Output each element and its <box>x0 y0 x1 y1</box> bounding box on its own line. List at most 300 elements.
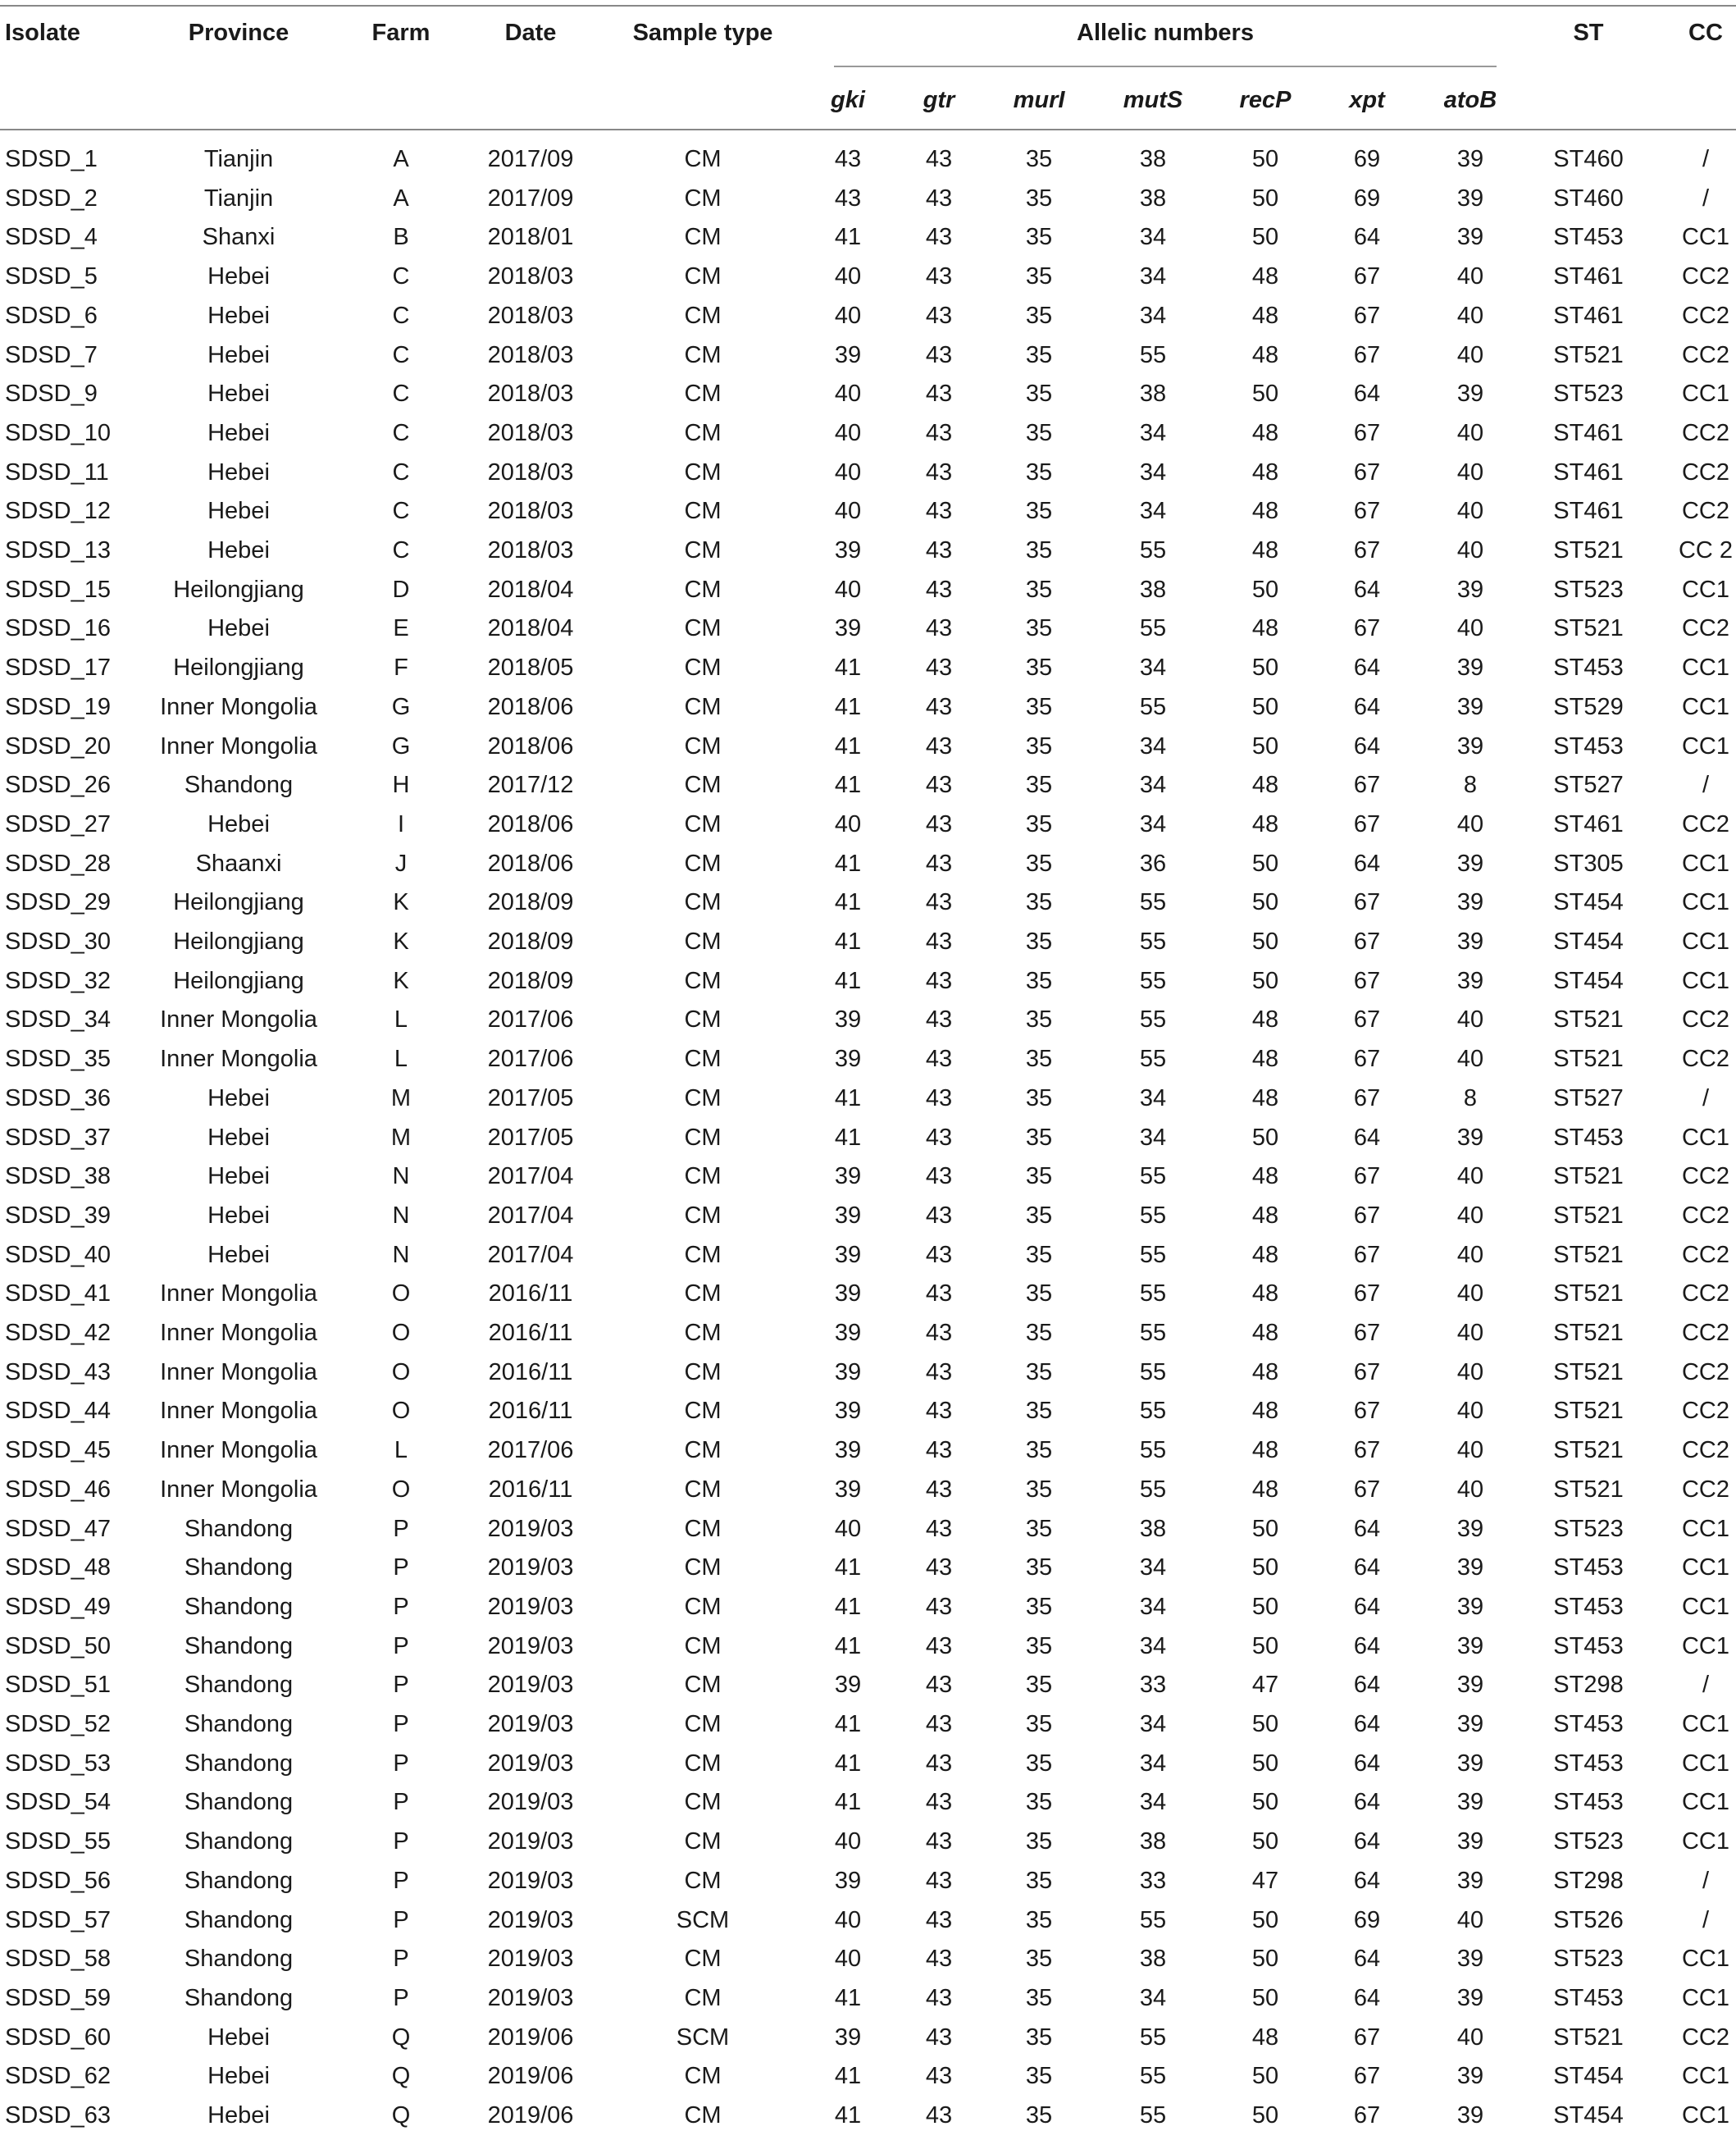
cell-gki: 40 <box>834 576 862 603</box>
cell-sample-type: CM <box>684 1280 722 1307</box>
cell-isolate: SDSD_45 <box>5 1437 111 1464</box>
cell-cc: CC1 <box>1681 693 1730 720</box>
cell-gtr: 43 <box>925 889 953 916</box>
cell-gtr: 43 <box>925 302 953 329</box>
cell-cc: CC2 <box>1681 1241 1730 1268</box>
cell-muts: 34 <box>1139 1632 1167 1659</box>
table-row <box>0 340 1736 380</box>
cell-atob: 40 <box>1456 1476 1484 1503</box>
table-row <box>0 1905 1736 1945</box>
cell-gki: 39 <box>834 1320 862 1346</box>
cell-farm: F <box>394 655 408 682</box>
cell-st: ST461 <box>1553 459 1624 486</box>
cell-gtr: 43 <box>925 1046 953 1073</box>
cell-gki: 41 <box>834 224 862 251</box>
cell-atob: 8 <box>1463 1084 1478 1111</box>
cell-xpt: 64 <box>1353 655 1381 682</box>
cell-atob: 39 <box>1456 2102 1484 2129</box>
table-row <box>0 1787 1736 1827</box>
cell-muri: 35 <box>1025 146 1053 172</box>
cell-gtr: 43 <box>925 1789 953 1816</box>
cell-date: 2019/03 <box>487 1984 574 2011</box>
cell-date: 2018/01 <box>487 224 574 251</box>
cell-muts: 34 <box>1139 1084 1167 1111</box>
table-row <box>0 2023 1736 2062</box>
cell-isolate: SDSD_59 <box>5 1984 111 2011</box>
cell-st: ST521 <box>1553 1320 1624 1346</box>
cell-gki: 39 <box>834 1398 862 1425</box>
cell-farm: O <box>391 1320 411 1346</box>
cell-xpt: 64 <box>1353 1750 1381 1777</box>
cell-isolate: SDSD_37 <box>5 1124 111 1151</box>
cell-muri: 35 <box>1025 1984 1053 2011</box>
cell-muts: 55 <box>1139 1006 1167 1033</box>
cell-farm: P <box>393 1946 409 1973</box>
cell-st: ST523 <box>1553 1828 1624 1855</box>
cell-isolate: SDSD_40 <box>5 1241 111 1268</box>
cell-muri: 35 <box>1025 2063 1053 2090</box>
cell-muts: 55 <box>1139 2024 1167 2051</box>
cell-farm: O <box>391 1358 411 1385</box>
cell-recp: 47 <box>1251 1672 1279 1699</box>
cell-muts: 55 <box>1139 693 1167 720</box>
cell-cc: CC1 <box>1681 1515 1730 1542</box>
cell-recp: 50 <box>1251 889 1279 916</box>
cell-isolate: SDSD_13 <box>5 537 111 564</box>
cell-recp: 48 <box>1251 1358 1279 1385</box>
cell-muts: 55 <box>1139 615 1167 642</box>
cell-muts: 34 <box>1139 772 1167 799</box>
cell-farm: A <box>393 185 409 212</box>
cell-province: Tianjin <box>203 146 274 172</box>
cell-muri: 35 <box>1025 1906 1053 1933</box>
cell-atob: 40 <box>1456 263 1484 290</box>
cell-atob: 40 <box>1456 1358 1484 1385</box>
cell-date: 2019/03 <box>487 1946 574 1973</box>
cell-isolate: SDSD_30 <box>5 929 111 955</box>
cell-atob: 39 <box>1456 1124 1484 1151</box>
cell-farm: M <box>390 1124 412 1151</box>
cell-st: ST454 <box>1553 967 1624 994</box>
cell-muts: 34 <box>1139 224 1167 251</box>
cell-cc: CC2 <box>1681 498 1730 525</box>
cell-muts: 55 <box>1139 1320 1167 1346</box>
cell-province: Inner Mongolia <box>160 732 317 760</box>
cell-sample-type: CM <box>684 459 722 486</box>
cell-muri: 35 <box>1025 302 1053 329</box>
cell-sample-type: CM <box>684 381 722 408</box>
cell-st: ST453 <box>1553 732 1624 760</box>
cell-xpt: 64 <box>1353 1124 1381 1151</box>
cell-date: 2019/03 <box>487 1789 574 1816</box>
cell-xpt: 67 <box>1353 772 1381 799</box>
cell-st: ST454 <box>1553 929 1624 955</box>
cell-gki: 40 <box>834 498 862 525</box>
cell-province: Shaanxi <box>195 850 282 877</box>
cell-recp: 48 <box>1251 1006 1279 1033</box>
table-row <box>0 1435 1736 1475</box>
cell-muri: 35 <box>1025 1320 1053 1346</box>
header-date: Date <box>504 20 557 46</box>
cell-st: ST521 <box>1553 1046 1624 1073</box>
cell-date: 2019/03 <box>487 1750 574 1777</box>
cell-sample-type: CM <box>684 576 722 603</box>
cell-st: ST523 <box>1553 1515 1624 1542</box>
table-row <box>0 1944 1736 1983</box>
cell-province: Shandong <box>184 1593 294 1620</box>
cell-gtr: 43 <box>925 850 953 877</box>
cell-recp: 50 <box>1251 1515 1279 1542</box>
cell-isolate: SDSD_49 <box>5 1593 111 1620</box>
cell-sample-type: CM <box>684 1398 722 1425</box>
cell-muri: 35 <box>1025 772 1053 799</box>
cell-gtr: 43 <box>925 419 953 446</box>
cell-date: 2017/06 <box>487 1046 574 1073</box>
cell-cc: CC1 <box>1681 1632 1730 1659</box>
table-row <box>0 1240 1736 1280</box>
cell-date: 2017/09 <box>487 146 574 172</box>
cell-date: 2017/05 <box>487 1084 574 1111</box>
cell-sample-type: SCM <box>676 2024 730 2051</box>
cell-sample-type: CM <box>684 302 722 329</box>
cell-gki: 39 <box>834 2024 862 2051</box>
cell-gki: 41 <box>834 2102 862 2129</box>
cell-cc: CC1 <box>1681 1789 1730 1816</box>
cell-gki: 40 <box>834 1828 862 1855</box>
cell-farm: P <box>393 1593 409 1620</box>
cell-atob: 39 <box>1456 1711 1484 1737</box>
cell-atob: 39 <box>1456 1867 1484 1894</box>
cell-cc: CC2 <box>1681 1046 1730 1073</box>
cell-cc: CC1 <box>1681 732 1730 760</box>
cell-gtr: 43 <box>925 459 953 486</box>
cell-province: Shanxi <box>202 224 276 251</box>
cell-st: ST453 <box>1553 1789 1624 1816</box>
cell-xpt: 67 <box>1353 459 1381 486</box>
cell-gtr: 43 <box>925 1828 953 1855</box>
cell-sample-type: CM <box>684 1241 722 1268</box>
cell-province: Hebei <box>207 810 270 837</box>
cell-recp: 50 <box>1251 1828 1279 1855</box>
cell-gki: 40 <box>834 419 862 446</box>
cell-cc: CC2 <box>1681 1006 1730 1033</box>
cell-atob: 39 <box>1456 1672 1484 1699</box>
cell-gki: 41 <box>834 1750 862 1777</box>
cell-recp: 48 <box>1251 772 1279 799</box>
cell-isolate: SDSD_16 <box>5 615 111 642</box>
cell-gtr: 43 <box>925 146 953 172</box>
cell-muri: 35 <box>1025 459 1053 486</box>
table-row <box>0 810 1736 849</box>
cell-xpt: 67 <box>1353 1163 1381 1190</box>
cell-recp: 50 <box>1251 1593 1279 1620</box>
table-row <box>0 458 1736 497</box>
cell-sample-type: CM <box>684 850 722 877</box>
cell-farm: P <box>393 1515 409 1542</box>
cell-farm: G <box>391 732 411 760</box>
cell-province: Shandong <box>184 1946 294 1973</box>
cell-recp: 50 <box>1251 1632 1279 1659</box>
cell-farm: L <box>394 1006 408 1033</box>
cell-atob: 39 <box>1456 146 1484 172</box>
cell-muri: 35 <box>1025 1046 1053 1073</box>
cell-sample-type: SCM <box>676 1906 730 1933</box>
cell-sample-type: CM <box>684 419 722 446</box>
cell-recp: 48 <box>1251 1084 1279 1111</box>
header-allelic-numbers: Allelic numbers <box>1077 20 1254 46</box>
table-row <box>0 1396 1736 1435</box>
cell-province: Hebei <box>207 1241 270 1268</box>
cell-st: ST454 <box>1553 2102 1624 2129</box>
cell-province: Inner Mongolia <box>160 1476 317 1503</box>
cell-muri: 35 <box>1025 1515 1053 1542</box>
cell-cc: CC1 <box>1681 2063 1730 2090</box>
cell-muts: 34 <box>1139 732 1167 760</box>
cell-farm: C <box>392 381 410 408</box>
cell-muts: 55 <box>1139 1163 1167 1190</box>
cell-recp: 48 <box>1251 537 1279 564</box>
cell-st: ST453 <box>1553 1711 1624 1737</box>
cell-gtr: 43 <box>925 693 953 720</box>
cell-province: Heilongjiang <box>173 576 304 603</box>
header-gene-recp: recP <box>1239 87 1292 113</box>
cell-muri: 35 <box>1025 850 1053 877</box>
cell-recp: 48 <box>1251 810 1279 837</box>
cell-cc: CC1 <box>1681 1711 1730 1737</box>
cell-muts: 38 <box>1139 146 1167 172</box>
cell-gtr: 43 <box>925 1711 953 1737</box>
cell-isolate: SDSD_50 <box>5 1632 111 1659</box>
table-row <box>0 770 1736 810</box>
cell-cc: CC1 <box>1681 1124 1730 1151</box>
cell-cc: CC2 <box>1681 1437 1730 1464</box>
cell-isolate: SDSD_29 <box>5 889 111 916</box>
cell-farm: N <box>392 1241 410 1268</box>
cell-gtr: 43 <box>925 263 953 290</box>
cell-gki: 41 <box>834 1632 862 1659</box>
cell-isolate: SDSD_62 <box>5 2063 111 2090</box>
table-row <box>0 849 1736 888</box>
cell-recp: 50 <box>1251 1984 1279 2011</box>
cell-sample-type: CM <box>684 263 722 290</box>
cell-gki: 41 <box>834 2063 862 2090</box>
cell-muri: 35 <box>1025 498 1053 525</box>
cell-atob: 40 <box>1456 419 1484 446</box>
cell-atob: 39 <box>1456 850 1484 877</box>
cell-xpt: 67 <box>1353 419 1381 446</box>
cell-cc: CC2 <box>1681 1320 1730 1346</box>
cell-province: Shandong <box>184 1789 294 1816</box>
cell-date: 2016/11 <box>488 1320 573 1346</box>
cell-isolate: SDSD_35 <box>5 1046 111 1073</box>
cell-gtr: 43 <box>925 1163 953 1190</box>
table-row <box>0 1983 1736 2023</box>
cell-muts: 34 <box>1139 1711 1167 1737</box>
cell-st: ST454 <box>1553 889 1624 916</box>
cell-province: Shandong <box>184 1984 294 2011</box>
cell-muts: 55 <box>1139 537 1167 564</box>
cell-gtr: 43 <box>925 1554 953 1581</box>
cell-farm: P <box>393 1711 409 1737</box>
cell-atob: 39 <box>1456 1750 1484 1777</box>
cell-muts: 38 <box>1139 381 1167 408</box>
cell-date: 2017/04 <box>487 1241 574 1268</box>
cell-xpt: 64 <box>1353 850 1381 877</box>
cell-date: 2017/06 <box>487 1437 574 1464</box>
table-row <box>0 1123 1736 1162</box>
cell-recp: 47 <box>1251 1867 1279 1894</box>
cell-date: 2019/03 <box>487 1906 574 1933</box>
cell-date: 2019/03 <box>487 1711 574 1737</box>
cell-cc: CC1 <box>1681 1554 1730 1581</box>
cell-isolate: SDSD_32 <box>5 967 111 994</box>
cell-atob: 40 <box>1456 1202 1484 1229</box>
table-row <box>0 262 1736 301</box>
table-row <box>0 653 1736 692</box>
cell-muts: 55 <box>1139 1398 1167 1425</box>
cell-xpt: 67 <box>1353 1084 1381 1111</box>
cell-st: ST453 <box>1553 1750 1624 1777</box>
cell-gtr: 43 <box>925 2102 953 2129</box>
table-row <box>0 614 1736 653</box>
cell-gtr: 43 <box>925 1280 953 1307</box>
cell-atob: 39 <box>1456 1946 1484 1973</box>
cell-muri: 35 <box>1025 1750 1053 1777</box>
cell-st: ST521 <box>1553 1476 1624 1503</box>
cell-atob: 40 <box>1456 1046 1484 1073</box>
cell-gtr: 43 <box>925 1750 953 1777</box>
cell-sample-type: CM <box>684 1006 722 1033</box>
cell-cc: CC2 <box>1681 1280 1730 1307</box>
cell-muri: 35 <box>1025 1554 1053 1581</box>
cell-date: 2017/06 <box>487 1006 574 1033</box>
cell-sample-type: CM <box>684 1789 722 1816</box>
cell-date: 2018/09 <box>487 889 574 916</box>
cell-muts: 38 <box>1139 576 1167 603</box>
table-row <box>0 966 1736 1006</box>
cell-recp: 48 <box>1251 459 1279 486</box>
cell-farm: N <box>392 1163 410 1190</box>
cell-st: ST521 <box>1553 1437 1624 1464</box>
cell-cc: CC2 <box>1681 615 1730 642</box>
cell-isolate: SDSD_48 <box>5 1554 111 1581</box>
cell-atob: 39 <box>1456 655 1484 682</box>
table-row <box>0 1161 1736 1201</box>
cell-sample-type: CM <box>684 615 722 642</box>
cell-recp: 50 <box>1251 732 1279 760</box>
cell-isolate: SDSD_54 <box>5 1789 111 1816</box>
cell-st: ST453 <box>1553 1632 1624 1659</box>
cell-atob: 40 <box>1456 1280 1484 1307</box>
cell-xpt: 67 <box>1353 341 1381 368</box>
cell-sample-type: CM <box>684 810 722 837</box>
table-row <box>0 2061 1736 2101</box>
cell-cc: CC1 <box>1681 889 1730 916</box>
cell-st: ST521 <box>1553 341 1624 368</box>
cell-cc: CC1 <box>1681 1828 1730 1855</box>
cell-muts: 55 <box>1139 2102 1167 2129</box>
cell-date: 2016/11 <box>488 1358 573 1385</box>
cell-farm: B <box>393 224 409 251</box>
cell-cc: CC2 <box>1681 1163 1730 1190</box>
cell-muts: 55 <box>1139 1437 1167 1464</box>
cell-farm: I <box>397 810 405 837</box>
cell-muri: 35 <box>1025 1867 1053 1894</box>
cell-gtr: 43 <box>925 498 953 525</box>
cell-farm: O <box>391 1280 411 1307</box>
cell-st: ST523 <box>1553 576 1624 603</box>
cell-gki: 39 <box>834 1241 862 1268</box>
cell-province: Hebei <box>207 263 270 290</box>
cell-atob: 40 <box>1456 498 1484 525</box>
cell-isolate: SDSD_10 <box>5 419 111 446</box>
cell-gtr: 43 <box>925 341 953 368</box>
cell-xpt: 67 <box>1353 967 1381 994</box>
table-row <box>0 887 1736 927</box>
cell-date: 2019/03 <box>487 1593 574 1620</box>
header-province: Province <box>188 20 289 46</box>
cell-xpt: 64 <box>1353 1632 1381 1659</box>
cell-atob: 39 <box>1456 1984 1484 2011</box>
cell-gtr: 43 <box>925 732 953 760</box>
cell-xpt: 67 <box>1353 2063 1381 2090</box>
cell-recp: 50 <box>1251 185 1279 212</box>
cell-xpt: 67 <box>1353 1476 1381 1503</box>
cell-gtr: 43 <box>925 615 953 642</box>
cell-muts: 38 <box>1139 1828 1167 1855</box>
cell-sample-type: CM <box>684 1046 722 1073</box>
cell-atob: 39 <box>1456 1828 1484 1855</box>
cell-gki: 39 <box>834 615 862 642</box>
cell-gtr: 43 <box>925 772 953 799</box>
cell-atob: 39 <box>1456 1789 1484 1816</box>
cell-muts: 55 <box>1139 1906 1167 1933</box>
cell-xpt: 67 <box>1353 1202 1381 1229</box>
cell-recp: 50 <box>1251 929 1279 955</box>
cell-date: 2019/03 <box>487 1672 574 1699</box>
cell-atob: 39 <box>1456 576 1484 603</box>
cell-sample-type: CM <box>684 1946 722 1973</box>
cell-date: 2016/11 <box>488 1398 573 1425</box>
cell-gtr: 43 <box>925 1906 953 1933</box>
cell-muri: 35 <box>1025 2024 1053 2051</box>
cell-sample-type: CM <box>684 224 722 251</box>
cell-province: Shandong <box>184 1828 294 1855</box>
cell-gki: 39 <box>834 1672 862 1699</box>
cell-gki: 43 <box>834 185 862 212</box>
cell-xpt: 67 <box>1353 2102 1381 2129</box>
cell-muts: 34 <box>1139 1124 1167 1151</box>
cell-farm: G <box>391 693 411 720</box>
cell-cc: CC1 <box>1681 1946 1730 1973</box>
cell-gtr: 43 <box>925 1593 953 1620</box>
cell-cc: CC1 <box>1681 1750 1730 1777</box>
cell-gtr: 43 <box>925 381 953 408</box>
cell-date: 2018/09 <box>487 929 574 955</box>
cell-cc: CC2 <box>1681 459 1730 486</box>
cell-sample-type: CM <box>684 1632 722 1659</box>
cell-date: 2018/06 <box>487 810 574 837</box>
cell-st: ST521 <box>1553 2024 1624 2051</box>
cell-muts: 34 <box>1139 655 1167 682</box>
table-row <box>0 2101 1736 2140</box>
cell-province: Shandong <box>184 1515 294 1542</box>
cell-recp: 50 <box>1251 967 1279 994</box>
cell-cc: CC2 <box>1681 419 1730 446</box>
cell-atob: 40 <box>1456 1906 1484 1933</box>
table-row <box>0 1866 1736 1905</box>
cell-province: Hebei <box>207 615 270 642</box>
